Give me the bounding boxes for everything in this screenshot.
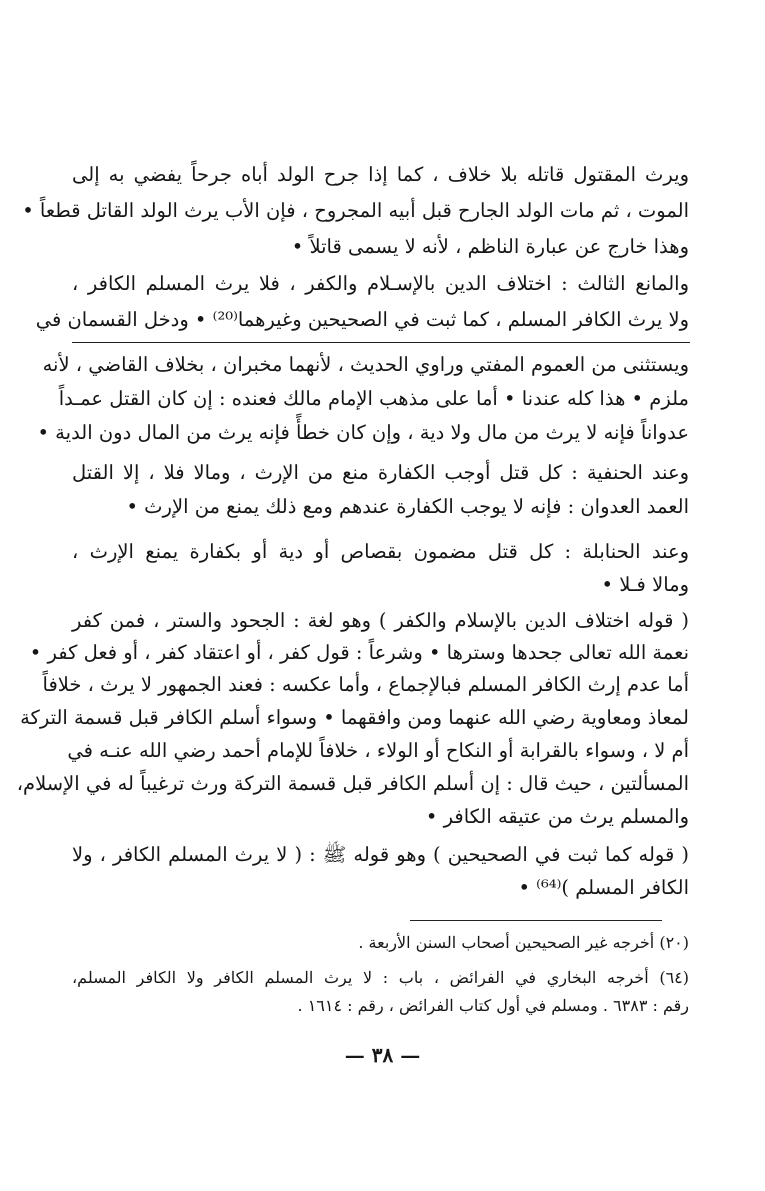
- main-text-line: الموت ، ثم مات الولد الجارح قبل أبيه المجروح ، فإن الأب يرث الولد القاتل قطعاً •: [22, 199, 689, 222]
- commentary-line: وعند الحنفية : كل قتل أوجب الكفارة منع من الإرث ، ومالا فلا ، إلا القتل: [72, 461, 689, 484]
- commentary-line: وعند الحنابلة : كل قتل مضمون بقصاص أو دية أو بكفارة يمنع الإرث ،: [72, 540, 689, 563]
- main-text-line: ولا يرث الكافر المسلم ، كما ثبت في الصحيحين وغيرهما⁽²⁰⁾ • ودخل القسمان في: [35, 308, 689, 331]
- commentary-line: لمعاذ ومعاوية رضي الله عنهما ومن وافقهما • وسواء أسلم الكافر قبل قسمة التركة: [20, 706, 689, 729]
- footnote: رقم : ٦٣٨٣ . ومسلم في أول كتاب الفرائض ، رقم : ١٦١٤ .: [297, 996, 689, 1015]
- commentary-line: أم لا ، وسواء بالقرابة أو النكاح أو الولاء ، خلافاً للإمام أحمد رضي الله عنـه في: [67, 739, 689, 762]
- footnote-divider: [410, 920, 662, 921]
- footnote: (٢٠) أخرجه غير الصحيحين أصحاب السنن الأربعة .: [358, 933, 689, 952]
- commentary-line: ملزم • هذا كله عندنا • أما على مذهب الإمام مالك فعنده : إن كان القتل عمـداً: [58, 387, 689, 410]
- main-text-line: والمانع الثالث : اختلاف الدين بالإسـلام والكفر ، فلا يرث المسلم الكافر ،: [72, 272, 689, 295]
- main-text-line: وهذا خارج عن عبارة الناظم ، لأنه لا يسمى قاتلاً •: [291, 235, 689, 258]
- footnote: (٦٤) أخرجه البخاري في الفرائض ، باب : لا يرث المسلم الكافر ولا الكافر المسلم،: [72, 968, 689, 987]
- commentary-line: ومالا فـلا •: [601, 573, 689, 596]
- section-divider: [72, 342, 690, 343]
- commentary-line: والمسلم يرث من عتيقه الكافر •: [425, 805, 689, 828]
- commentary-line: ويستثنى من العموم المفتي وراوي الحديث ، لأنهما مخبران ، بخلاف القاضي ، لأنه: [42, 353, 689, 376]
- main-text-line: ويرث المقتول قاتله بلا خلاف ، كما إذا جرح الولد أباه جرحاً يفضي به إلى: [72, 163, 689, 186]
- commentary-line: العمد العدوان : فإنه لا يوجب الكفارة عندهم ومع ذلك يمنع من الإرث •: [126, 495, 689, 518]
- commentary-line: عدواناً فإنه لا يرث من مال ولا دية ، وإن كان خطأً فإنه يرث من المال دون الدية •: [37, 421, 689, 444]
- commentary-line: الكافر المسلم )⁽⁶⁴⁾ •: [518, 876, 689, 899]
- commentary-line: نعمة الله تعالى جحدها وسترها • وشرعاً : قول كفر ، أو اعتقاد كفر ، أو فعل كفر •: [29, 641, 689, 664]
- commentary-line: أما عدم إرث الكافر المسلم فبالإجماع ، وأما عكسه : فعند الجمهور لا يرث ، خلافاً: [42, 673, 689, 696]
- commentary-line: ( قوله كما ثبت في الصحيحين ) وهو قوله ﷺ : ( لا يرث المسلم الكافر ، ولا: [72, 843, 689, 866]
- commentary-line: المسألتين ، حيث قال : إن أسلم الكافر قبل قسمة التركة ورث ترغيباً له في الإسلام،: [16, 772, 689, 795]
- commentary-line: ( قوله اختلاف الدين بالإسلام والكفر ) وهو لغة : الجحود والستر ، فمن كفر: [72, 609, 689, 632]
- page-number: — ٣٨ —: [344, 1043, 421, 1067]
